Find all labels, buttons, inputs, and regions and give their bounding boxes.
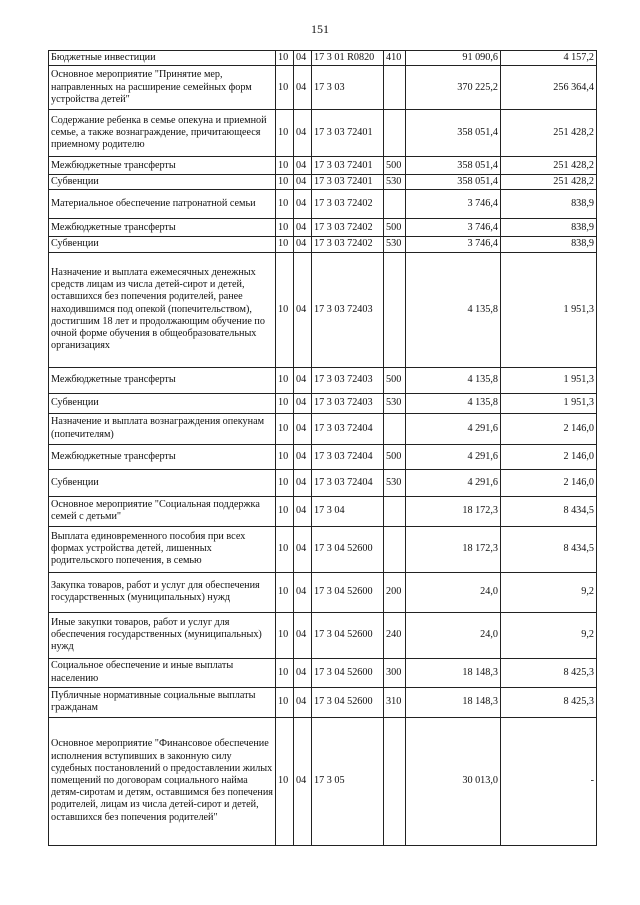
- row-amount-2: 251 428,2: [501, 110, 597, 157]
- row-amount-2: 8 425,3: [501, 658, 597, 687]
- row-name: Межбюджетные трансферты: [49, 157, 276, 175]
- row-expense-type: [384, 190, 406, 219]
- row-name: Иные закупки товаров, работ и услуг для обеспечения государственных (муниципальных) нужд: [49, 612, 276, 658]
- row-name: Субвенции: [49, 469, 276, 496]
- table-row: [49, 157, 597, 175]
- row-section: 10: [276, 252, 294, 367]
- row-amount-2: 1 951,3: [501, 252, 597, 367]
- row-amount-1: 4 135,8: [406, 367, 501, 393]
- row-subsection: 04: [294, 175, 312, 190]
- row-section: 10: [276, 658, 294, 687]
- row-subsection: 04: [294, 367, 312, 393]
- row-section: 10: [276, 157, 294, 175]
- row-expense-type: 500: [384, 219, 406, 237]
- row-section: 10: [276, 717, 294, 845]
- row-expense-type: [384, 252, 406, 367]
- row-name: Материальное обеспечение патронатной семьи: [49, 190, 276, 219]
- row-name: Основное мероприятие "Социальная поддержка семей с детьми": [49, 496, 276, 526]
- row-amount-2: 4 157,2: [501, 51, 597, 66]
- row-name: Назначение и выплата ежемесячных денежных средств лицам из числа детей-сирот и детей, оставшихся без попечения родителей, ранее находившимся под опекой (попечительством), достигшим 18 лет и продолжающим обучение по очной форме обучения в общеобразовательных организациях: [49, 252, 276, 367]
- table-row: [49, 413, 597, 444]
- row-amount-1: 4 135,8: [406, 393, 501, 413]
- row-target-article: 17 3 03 72402: [312, 237, 384, 252]
- row-target-article: 17 3 04 52600: [312, 658, 384, 687]
- table-row: [49, 496, 597, 526]
- row-subsection: 04: [294, 658, 312, 687]
- row-target-article: 17 3 03 72401: [312, 110, 384, 157]
- row-amount-2: -: [501, 717, 597, 845]
- row-amount-2: 251 428,2: [501, 175, 597, 190]
- row-section: 10: [276, 393, 294, 413]
- row-amount-2: 251 428,2: [501, 157, 597, 175]
- table-row: [49, 469, 597, 496]
- row-target-article: 17 3 03 72403: [312, 252, 384, 367]
- row-amount-1: 18 148,3: [406, 658, 501, 687]
- row-expense-type: 530: [384, 237, 406, 252]
- row-target-article: 17 3 03 72401: [312, 157, 384, 175]
- row-subsection: 04: [294, 413, 312, 444]
- row-section: 10: [276, 219, 294, 237]
- row-amount-1: 18 148,3: [406, 687, 501, 717]
- table-row: [49, 526, 597, 572]
- row-amount-2: 2 146,0: [501, 413, 597, 444]
- row-expense-type: [384, 110, 406, 157]
- row-section: 10: [276, 572, 294, 612]
- row-subsection: 04: [294, 717, 312, 845]
- table-row: [49, 252, 597, 367]
- row-name: Публичные нормативные социальные выплаты гражданам: [49, 687, 276, 717]
- row-subsection: 04: [294, 469, 312, 496]
- row-amount-1: 3 746,4: [406, 219, 501, 237]
- row-amount-1: 358 051,4: [406, 110, 501, 157]
- row-target-article: 17 3 04 52600: [312, 526, 384, 572]
- row-subsection: 04: [294, 687, 312, 717]
- row-amount-1: 24,0: [406, 612, 501, 658]
- row-name: Межбюджетные трансферты: [49, 367, 276, 393]
- row-target-article: 17 3 05: [312, 717, 384, 845]
- row-section: 10: [276, 110, 294, 157]
- row-subsection: 04: [294, 157, 312, 175]
- row-amount-1: 24,0: [406, 572, 501, 612]
- row-name: Субвенции: [49, 393, 276, 413]
- row-name: Закупка товаров, работ и услуг для обеспечения государственных (муниципальных) нужд: [49, 572, 276, 612]
- budget-table: [48, 50, 597, 846]
- row-expense-type: [384, 526, 406, 572]
- table-row: [49, 687, 597, 717]
- row-subsection: 04: [294, 219, 312, 237]
- table-row: [49, 51, 597, 66]
- row-name: Межбюджетные трансферты: [49, 444, 276, 469]
- row-expense-type: 530: [384, 393, 406, 413]
- table-row: [49, 444, 597, 469]
- row-amount-2: 838,9: [501, 237, 597, 252]
- page-number: 151: [311, 22, 329, 36]
- row-amount-2: 2 146,0: [501, 444, 597, 469]
- row-subsection: 04: [294, 526, 312, 572]
- row-expense-type: 200: [384, 572, 406, 612]
- row-target-article: 17 3 03 72401: [312, 175, 384, 190]
- row-section: 10: [276, 687, 294, 717]
- row-name: Выплата единовременного пособия при всех формах устройства детей, лишенных родительского попечения, в семью: [49, 526, 276, 572]
- row-subsection: 04: [294, 612, 312, 658]
- row-name: Назначение и выплата вознаграждения опекунам (попечителям): [49, 413, 276, 444]
- row-amount-1: 18 172,3: [406, 526, 501, 572]
- row-amount-2: 2 146,0: [501, 469, 597, 496]
- table-row: [49, 175, 597, 190]
- row-amount-1: 4 291,6: [406, 469, 501, 496]
- row-target-article: 17 3 03 72404: [312, 413, 384, 444]
- row-target-article: 17 3 03 72402: [312, 219, 384, 237]
- row-subsection: 04: [294, 496, 312, 526]
- row-expense-type: 240: [384, 612, 406, 658]
- table-row: [49, 658, 597, 687]
- row-target-article: 17 3 03 72404: [312, 469, 384, 496]
- row-subsection: 04: [294, 252, 312, 367]
- row-amount-2: 9,2: [501, 572, 597, 612]
- table-row: [49, 190, 597, 219]
- row-expense-type: 500: [384, 157, 406, 175]
- row-section: 10: [276, 469, 294, 496]
- row-expense-type: [384, 66, 406, 110]
- table-row: [49, 66, 597, 110]
- row-section: 10: [276, 190, 294, 219]
- row-subsection: 04: [294, 444, 312, 469]
- row-target-article: 17 3 03: [312, 66, 384, 110]
- row-target-article: 17 3 03 72403: [312, 367, 384, 393]
- row-amount-1: 91 090,6: [406, 51, 501, 66]
- row-section: 10: [276, 496, 294, 526]
- row-target-article: 17 3 04 52600: [312, 612, 384, 658]
- row-expense-type: 310: [384, 687, 406, 717]
- row-expense-type: 500: [384, 444, 406, 469]
- row-name: Содержание ребенка в семье опекуна и приемной семье, а также вознаграждение, причитающееся приемному родителю: [49, 110, 276, 157]
- row-expense-type: 530: [384, 175, 406, 190]
- row-expense-type: [384, 717, 406, 845]
- row-amount-2: 1 951,3: [501, 367, 597, 393]
- row-amount-1: 4 135,8: [406, 252, 501, 367]
- row-amount-1: 4 291,6: [406, 413, 501, 444]
- row-amount-2: 9,2: [501, 612, 597, 658]
- table-row: [49, 237, 597, 252]
- row-section: 10: [276, 175, 294, 190]
- row-amount-2: 838,9: [501, 190, 597, 219]
- row-amount-1: 370 225,2: [406, 66, 501, 110]
- row-subsection: 04: [294, 190, 312, 219]
- row-target-article: 17 3 04 52600: [312, 572, 384, 612]
- row-target-article: 17 3 03 72404: [312, 444, 384, 469]
- row-amount-2: 8 425,3: [501, 687, 597, 717]
- row-section: 10: [276, 237, 294, 252]
- table-row: [49, 219, 597, 237]
- row-amount-1: 358 051,4: [406, 175, 501, 190]
- row-target-article: 17 3 04 52600: [312, 687, 384, 717]
- row-name: Бюджетные инвестиции: [49, 51, 276, 66]
- row-subsection: 04: [294, 51, 312, 66]
- row-section: 10: [276, 612, 294, 658]
- row-target-article: 17 3 01 R0820: [312, 51, 384, 66]
- row-name: Субвенции: [49, 175, 276, 190]
- row-expense-type: 300: [384, 658, 406, 687]
- row-name: Субвенции: [49, 237, 276, 252]
- row-section: 10: [276, 413, 294, 444]
- row-subsection: 04: [294, 66, 312, 110]
- row-amount-2: 8 434,5: [501, 526, 597, 572]
- row-expense-type: 530: [384, 469, 406, 496]
- table-row: [49, 110, 597, 157]
- row-section: 10: [276, 367, 294, 393]
- row-expense-type: [384, 496, 406, 526]
- row-name: Социальное обеспечение и иные выплаты населению: [49, 658, 276, 687]
- row-name: Основное мероприятие "Принятие мер, направленных на расширение семейных форм устройства детей": [49, 66, 276, 110]
- row-subsection: 04: [294, 110, 312, 157]
- row-amount-2: 838,9: [501, 219, 597, 237]
- row-expense-type: 410: [384, 51, 406, 66]
- row-amount-1: 3 746,4: [406, 237, 501, 252]
- row-target-article: 17 3 03 72403: [312, 393, 384, 413]
- row-subsection: 04: [294, 237, 312, 252]
- row-amount-2: 1 951,3: [501, 393, 597, 413]
- table-row: [49, 572, 597, 612]
- table-row: [49, 367, 597, 393]
- row-expense-type: 500: [384, 367, 406, 393]
- row-amount-1: 358 051,4: [406, 157, 501, 175]
- row-amount-2: 256 364,4: [501, 66, 597, 110]
- row-amount-1: 3 746,4: [406, 190, 501, 219]
- row-section: 10: [276, 66, 294, 110]
- table-row: [49, 393, 597, 413]
- row-section: 10: [276, 51, 294, 66]
- row-target-article: 17 3 04: [312, 496, 384, 526]
- row-subsection: 04: [294, 572, 312, 612]
- row-amount-1: 4 291,6: [406, 444, 501, 469]
- budget-table-body: [49, 51, 597, 846]
- row-name: Межбюджетные трансферты: [49, 219, 276, 237]
- row-subsection: 04: [294, 393, 312, 413]
- row-amount-1: 30 013,0: [406, 717, 501, 845]
- row-amount-2: 8 434,5: [501, 496, 597, 526]
- row-section: 10: [276, 526, 294, 572]
- row-amount-1: 18 172,3: [406, 496, 501, 526]
- table-row: [49, 717, 597, 845]
- row-target-article: 17 3 03 72402: [312, 190, 384, 219]
- row-expense-type: [384, 413, 406, 444]
- row-name: Основное мероприятие "Финансовое обеспечение исполнения вступивших в законную силу судебных постановлений о предоставлении жилых помещений по договорам социального найма детям-сиротам и детям, оставшимся без попечения родителей, лицам из числа детей-сирот и детей, оставшихся без попечения родителей": [49, 717, 276, 845]
- table-row: [49, 612, 597, 658]
- row-section: 10: [276, 444, 294, 469]
